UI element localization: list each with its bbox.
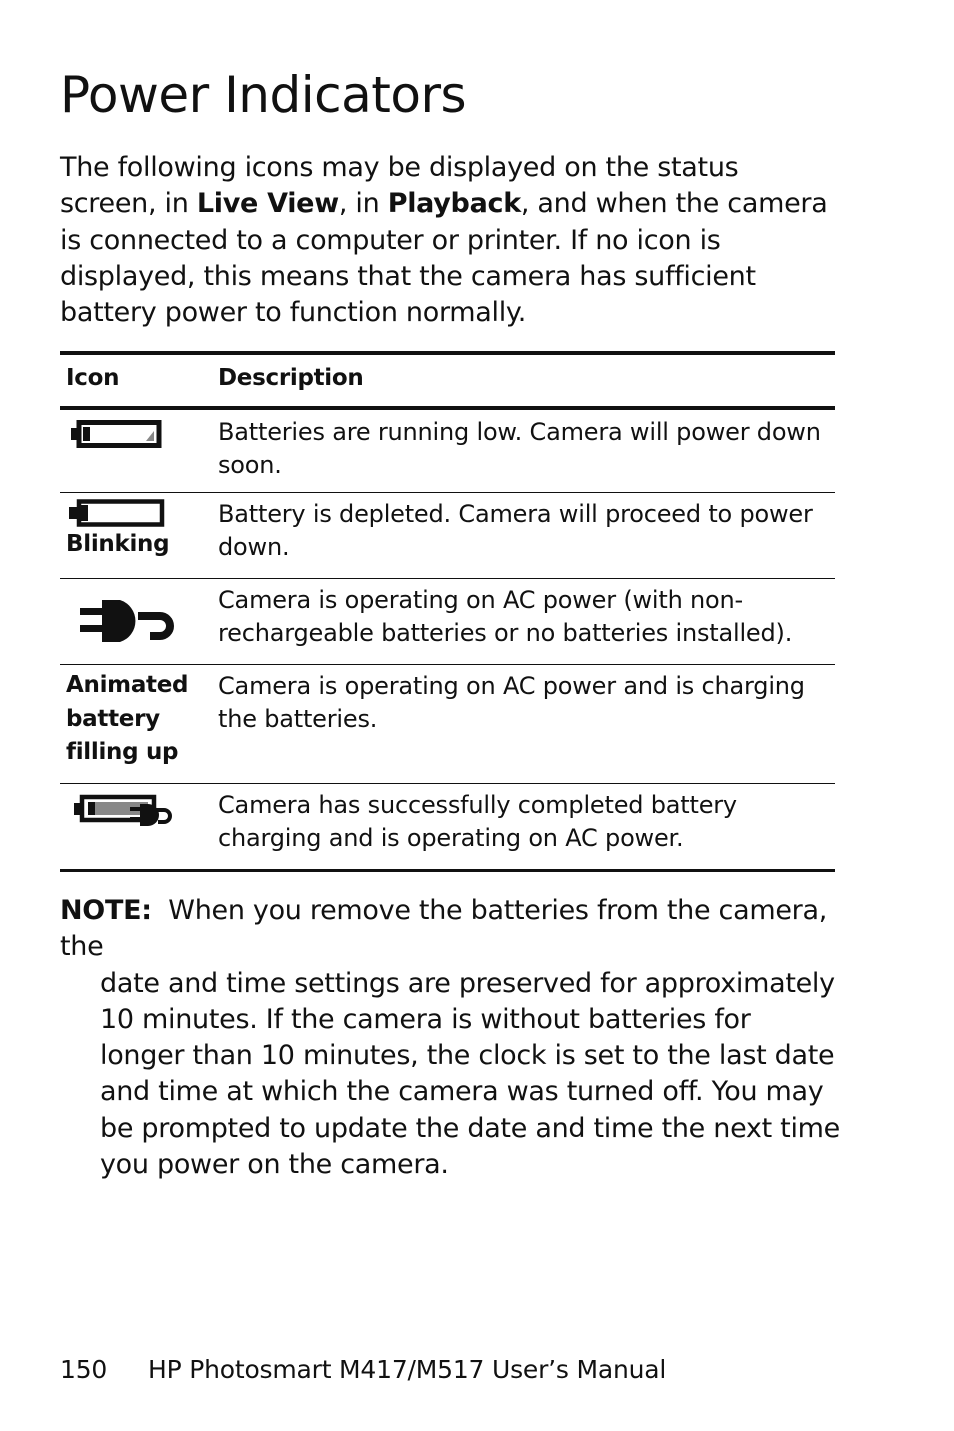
- row-description: Battery is depleted. Camera will proceed to power down.: [218, 500, 813, 561]
- intro-paragraph: [60, 150, 840, 331]
- row-description: Camera has successfully completed battery charging and is operating on AC power.: [218, 791, 737, 852]
- icon-label-animated-battery: Animated battery filling up: [66, 672, 189, 765]
- note-body: When you remove the batteries from the camera, the date and time settings are preserved for approximately 10 minutes. If the camera is without batteries for longer than 10 minutes, the clock is set to the last date and time at which the camera was turned off. You may be prompted to update the date and time the next time you power on the camera.: [60, 895, 840, 1183]
- note-paragraph: [60, 893, 840, 1183]
- page-footer: [60, 1355, 666, 1384]
- header-description: Description: [218, 365, 364, 391]
- table-bottom-rule: [60, 869, 835, 872]
- ac-plug-icon: [80, 597, 174, 649]
- row-description: Camera is operating on AC power and is charging the batteries.: [218, 672, 805, 733]
- intro-text-3: , and when the camera is connected to a computer or printer. If no icon is displayed, this means that the camera has sufficient battery power to function normally.: [60, 188, 828, 329]
- battery-empty-icon: [66, 498, 166, 532]
- intro-text-1: The following icons may be displayed on the status screen, in: [60, 152, 739, 220]
- note-body-continued: date and time settings are preserved for approximately 10 minutes. If the camera is without batteries for longer than 10 minutes, the clock is set to the last date and time at which the camera was turned off. You may be prompted to update the date and time the next time you power on the camera.: [100, 967, 840, 1181]
- icon-label-blinking: Blinking: [66, 531, 170, 557]
- playback-term: Playback: [387, 188, 521, 220]
- table-row: [60, 410, 835, 492]
- live-view-term: Live View: [196, 188, 339, 220]
- table-row: [60, 579, 835, 664]
- battery-full-plug-icon: [72, 794, 172, 830]
- table-row: [60, 493, 835, 578]
- row-description: Batteries are running low. Camera will power down soon.: [218, 418, 821, 479]
- page-title: Power Indicators: [60, 66, 467, 124]
- intro-text-2: , in: [338, 188, 388, 220]
- manual-title: HP Photosmart M417/M517 User’s Manual: [148, 1355, 667, 1384]
- page-number: 150: [60, 1355, 108, 1384]
- row-description: Camera is operating on AC power (with non-rechargeable batteries or no batteries installed).: [218, 586, 793, 647]
- table-row: [60, 665, 835, 783]
- table-header-row: [60, 355, 835, 406]
- power-indicators-table: [60, 351, 835, 872]
- note-label: NOTE:: [60, 895, 152, 926]
- table-row: [60, 784, 835, 869]
- battery-low-icon: [66, 419, 162, 453]
- header-icon: Icon: [66, 365, 120, 391]
